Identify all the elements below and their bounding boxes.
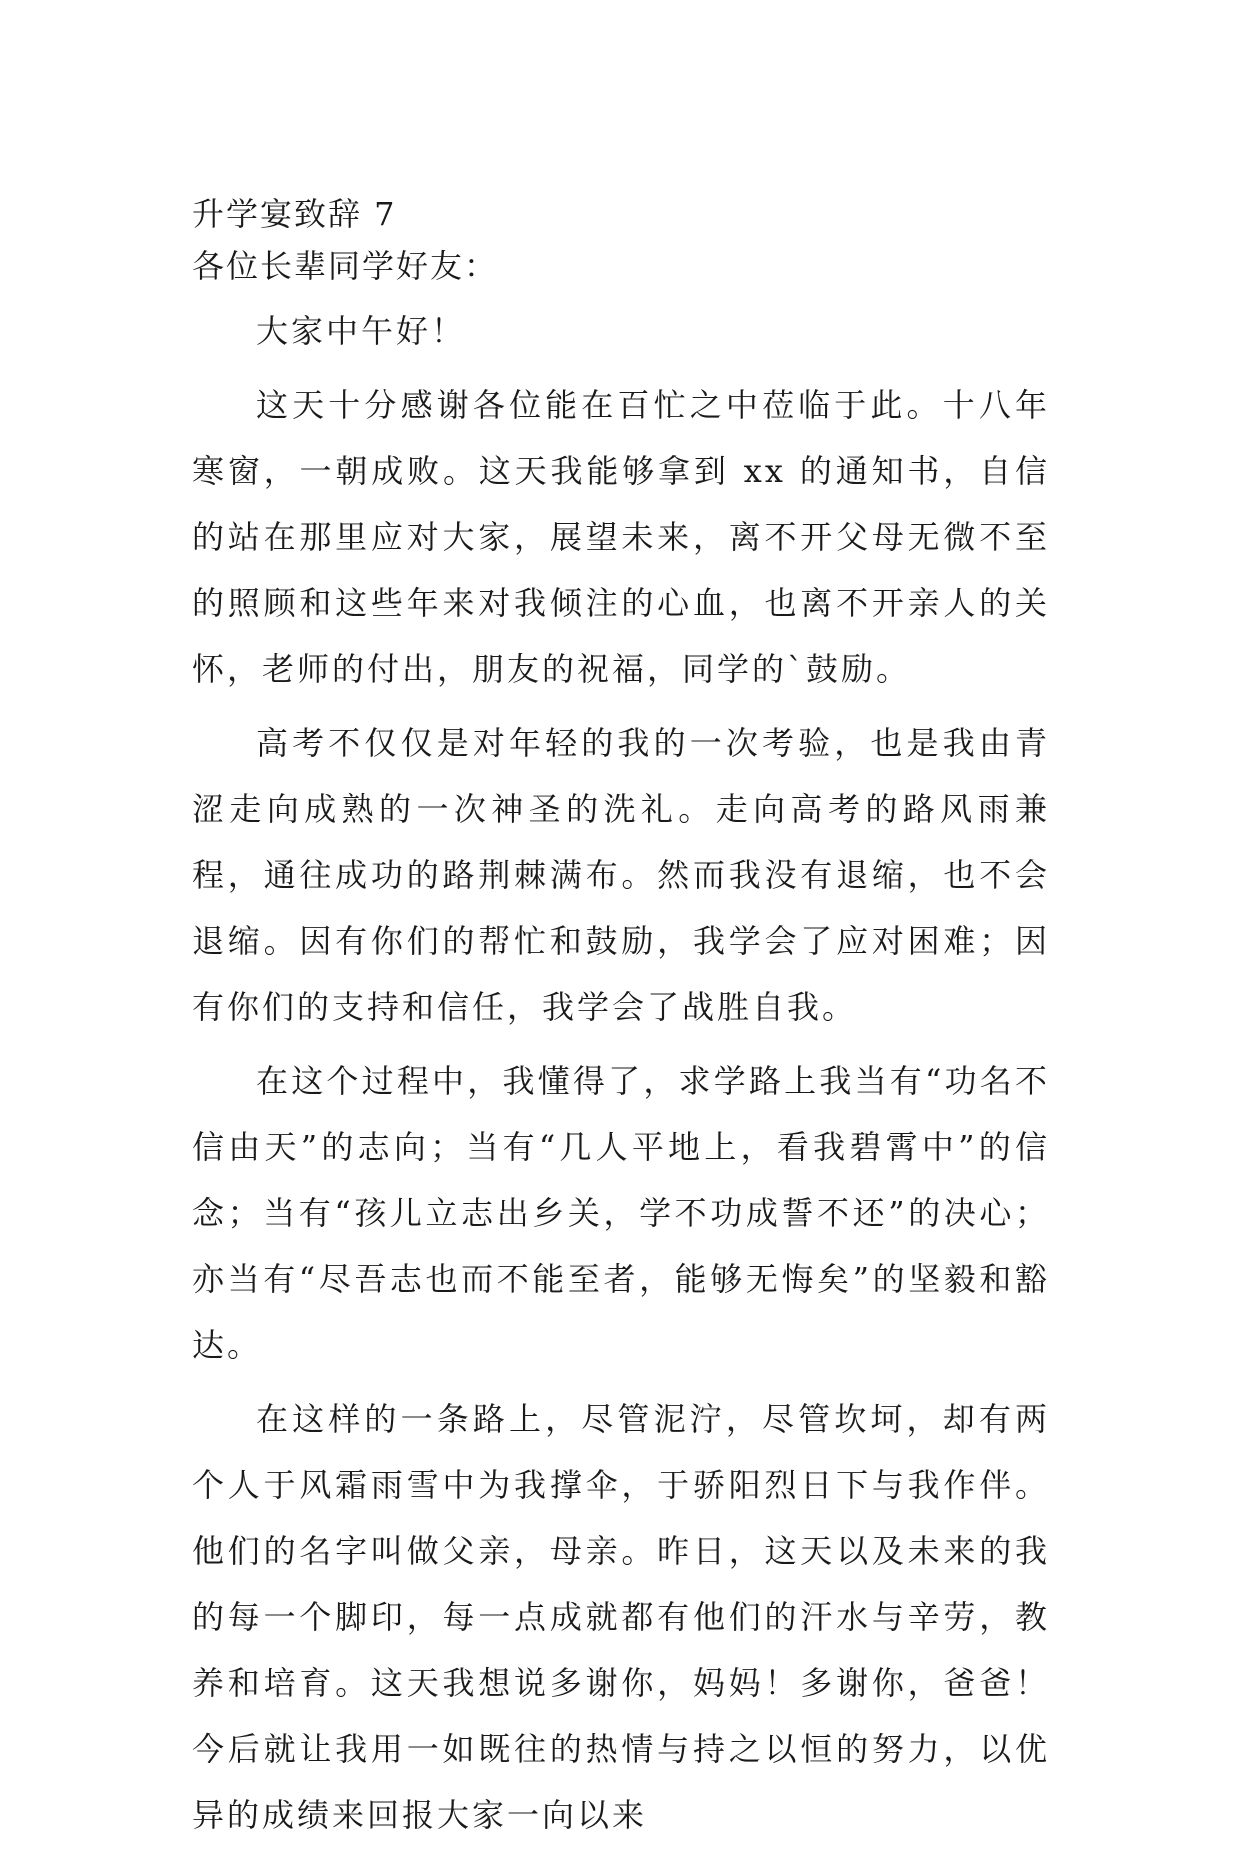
salutation: 各位长辈同学好友：	[192, 247, 499, 285]
paragraph-aspirations: 在这个过程中，我懂得了，求学路上我当有“功名不信由天”的志向；当有“几人平地上，看我碧霄中”的信念；当有“孩儿立志出乡关，学不功成誓不还”的决心；亦当有“尽吾志也而不能至者，能够无悔矣”的坚毅和豁达。	[192, 1062, 1050, 1364]
paragraph-greeting: 大家中午好！	[256, 312, 467, 350]
document-page	[192, 188, 1050, 1856]
paragraph-parents: 在这样的一条路上，尽管泥泞，尽管坎坷，却有两个人于风霜雨雪中为我撑伞，于骄阳烈日下与我作伴。他们的名字叫做父亲，母亲。昨日，这天以及未来的我的每一个脚印，每一点成就都有他们的汗水与辛劳，教养和培育。这天我想说多谢你，妈妈！多谢你，爸爸！今后就让我用一如既往的热情与持之以恒的努力，以优异的成绩来回报大家一向以来	[192, 1400, 1050, 1834]
paragraph-thanks: 这天十分感谢各位能在百忙之中莅临于此。十八年寒窗，一朝成败。这天我能够拿到 xx 的通知书，自信的站在那里应对大家，展望未来，离不开父母无微不至的照顾和这些年来对我倾注的心血，也离不开亲人的关怀，老师的付出，朋友的祝福，同学的`鼓励。	[192, 386, 1050, 688]
paragraph-exam: 高考不仅仅是对年轻的我的一次考验，也是我由青涩走向成熟的一次神圣的洗礼。走向高考的路风雨兼程，通往成功的路荆棘满布。然而我没有退缩，也不会退缩。因有你们的帮忙和鼓励，我学会了应对困难；因有你们的支持和信任，我学会了战胜自我。	[192, 724, 1050, 1026]
document-title: 升学宴致辞 7	[192, 195, 397, 233]
